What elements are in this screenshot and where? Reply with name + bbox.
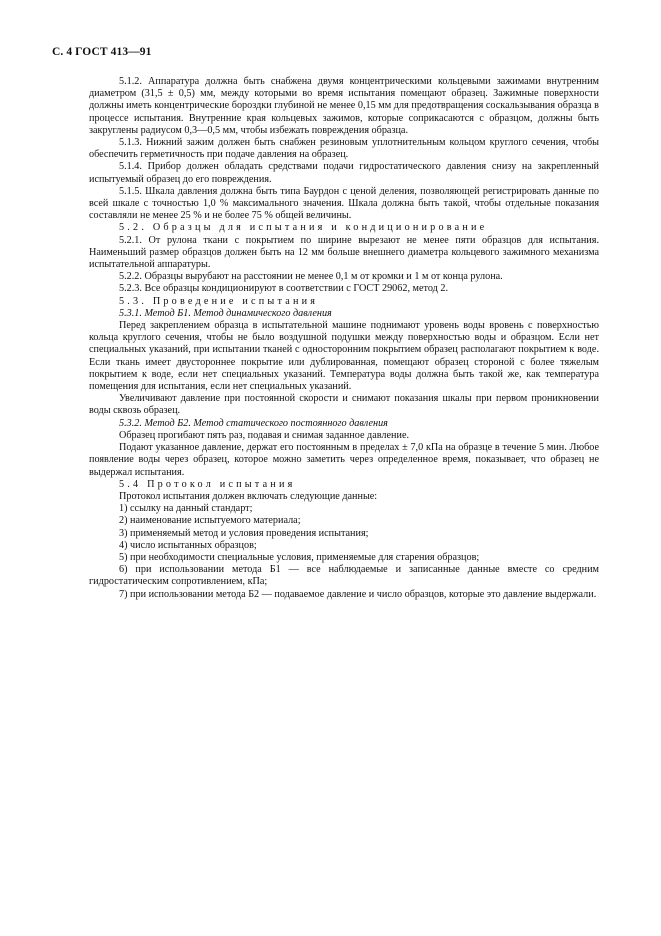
list-item: 3) применяемый метод и условия проведения испытания; [119, 527, 369, 539]
list-item: 2) наименование испытуемого материала; [119, 515, 301, 527]
paragraph-5-1-5: 5.1.5. Шкала давления должна быть типа Баурдон с ценой деления, позволяющей регистрировать данные по всей шкале с точностью 1,0 % максимального значения. Шкала должна быть такой, чтобы отдельные показания составляли не менее 25 % и не более 75 % общей величины. [89, 185, 599, 222]
paragraph-5-3-1-b: Увеличивают давление при постоянной скорости и снимают показания шкалы при первом проникновении воды сквозь образец. [89, 393, 599, 417]
list-item: 6) при использовании метода Б1 — все наблюдаемые и записанные данные вместе со средним гидростатическим сопротивлением, кПа; [89, 564, 599, 588]
list-item: 1) ссылку на данный стандарт; [119, 503, 253, 515]
paragraph-5-3-2-b: Подают указанное давление, держат его постоянным в пределах ± 7,0 кПа на образце в течение 5 мин. Любое появление воды через образец, которое можно заметить через определенное время, показывает, что образец не выдержал испытания. [89, 442, 599, 478]
list-item: 4) число испытанных образцов; [119, 539, 257, 551]
paragraph-5-2-1: 5.2.1. От рулона ткани с покрытием по ширине вырезают не менее пяти образцов для испытания. Наименьший размер образцов должен быть на 12 мм больше внешнего диаметра кольцевого зажимного механизма испытательной аппаратуры. [89, 234, 599, 271]
paragraph-5-1-2: 5.1.2. Аппаратура должна быть снабжена двумя концентрическими кольцевыми зажимами внутренним диаметром (31,5 ± 0,5) мм, между которыми во время испытания помещают образец. Зажимные поверхности должны иметь концентрические бороздки глубиной не менее 0,15 мм для предотвращения соскальзывания образца в процессе испытания. Внутренние края кольцевых зажимов, которые соприкасаются с образцом, должны быть закруглены радиусом 0,3—0,5 мм, чтобы избежать повреждения образца. [89, 76, 599, 136]
document-body [89, 76, 599, 601]
section-heading-5-4: 5.4 Протокол испытания [119, 478, 296, 490]
paragraph-5-1-3: 5.1.3. Нижний зажим должен быть снабжен резиновым уплотнительным кольцом круглого сечения, чтобы обеспечить герметичность при подаче давления на образец. [89, 137, 599, 161]
section-heading-5-2: 5.2. Образцы для испытания и кондиционирование [119, 222, 488, 234]
paragraph-5-2-2: 5.2.2. Образцы вырубают на расстоянии не менее 0,1 м от кромки и 1 м от конца рулона. [119, 271, 503, 283]
paragraph-5-1-4: 5.1.4. Прибор должен обладать средствами подачи гидростатического давления снизу на закрепленный испытуемый образец до его повреждения. [89, 161, 599, 185]
list-item: 5) при необходимости специальные условия, применяемые для старения образцов; [119, 551, 480, 563]
subsection-heading-5-3-2: 5.3.2. Метод Б2. Метод статического постоянного давления [119, 417, 388, 429]
paragraph-5-2-3: 5.2.3. Все образцы кондиционируют в соответствии с ГОСТ 29062, метод 2. [119, 283, 449, 295]
paragraph-5-3-2-a: Образец прогибают пять раз, подавая и снимая заданное давление. [119, 429, 410, 441]
paragraph-5-3-1-a: Перед закреплением образца в испытательной машине поднимают уровень воды вровень с поверхностью кольца круглого сечения, чтобы не было воздушной подушки между поверхностью воды и образцом. Если нет специальных указаний, при испытании тканей с односторонним покрытием образец располагают покрытием к воде. Если ткань имеет двустороннее покрытие или дублированная, помещают образец стороной с более тяжелым покрытием к воде, если нет специальных указаний. Температура воды должна быть такой же, как температура помещения для испытания, если нет специальных указаний. [89, 320, 599, 393]
subsection-heading-5-3-1: 5.3.1. Метод Б1. Метод динамического давления [119, 307, 332, 319]
list-item: 7) при использовании метода Б2 — подаваемое давление и число образцов, которые это давление выдержали. [119, 588, 597, 600]
page-header: С. 4 ГОСТ 413—91 [52, 46, 152, 58]
section-heading-5-3: 5.3. Проведение испытания [119, 295, 319, 307]
paragraph-5-4-intro: Протокол испытания должен включать следующие данные: [119, 490, 378, 502]
